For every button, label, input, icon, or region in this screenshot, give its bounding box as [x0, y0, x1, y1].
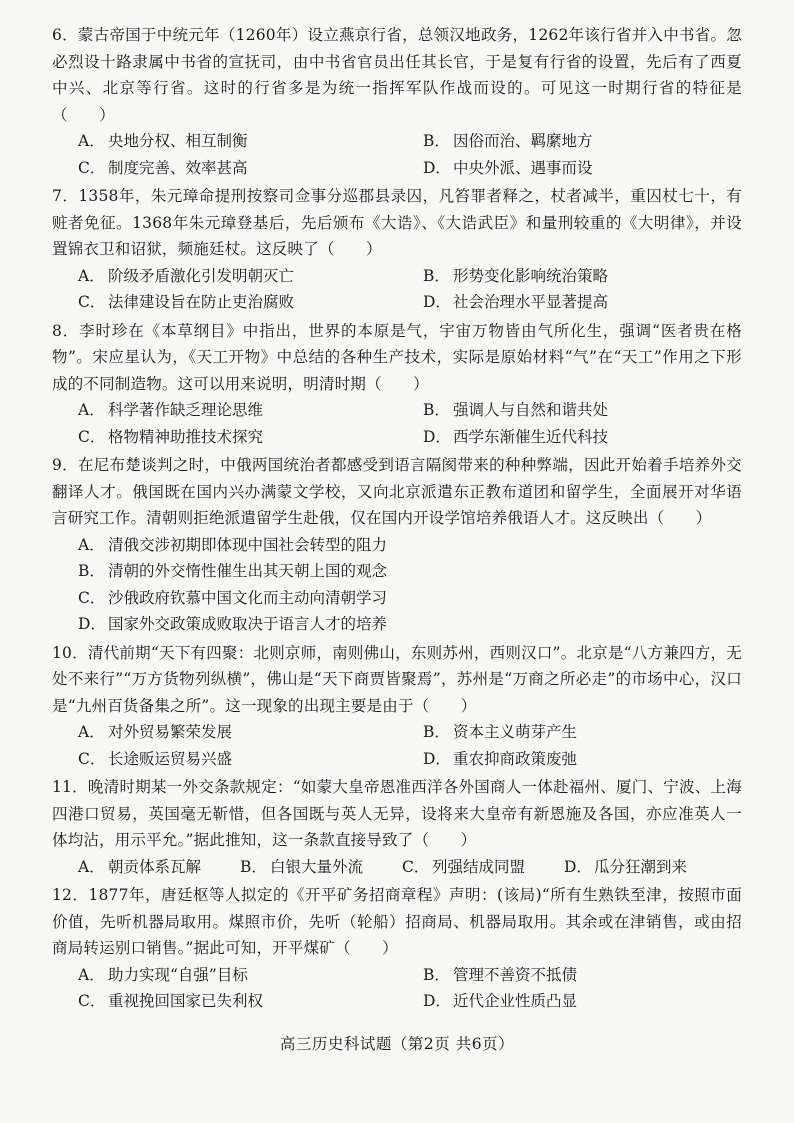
answer-option[interactable]: [52, 155, 397, 182]
option-text: 制度完善、效率甚高: [108, 158, 248, 177]
answer-option[interactable]: [78, 854, 240, 881]
option-letter: A．: [78, 535, 105, 554]
option-text: 社会治理水平显著提高: [453, 293, 609, 311]
question: [52, 183, 742, 316]
question-stem: 10．清代前期“天下有四聚：北则京师，南则佛山，东则苏州，西则汉口”。北京是“八方兼四方，无处不来行”“万方货物列纵横”，佛山是“天下商贾皆聚焉”，苏州是“万商之所必走”的市场中心，汉口是“九州百货备集之所”。这一现象的出现主要是由于（ ）: [52, 643, 742, 715]
option-letter: D．: [564, 857, 592, 876]
answer-option[interactable]: [52, 558, 742, 585]
option-letter: D．: [78, 615, 106, 633]
answer-option[interactable]: [397, 155, 742, 182]
answer-option[interactable]: [397, 746, 742, 773]
option-letter: A．: [78, 401, 105, 419]
answer-options: [52, 128, 742, 181]
option-text: 央地分权、相互制衡: [108, 132, 248, 150]
option-letter: D．: [423, 749, 451, 768]
answer-option[interactable]: [397, 263, 742, 290]
option-letter: C．: [402, 857, 430, 876]
answer-option[interactable]: [564, 854, 726, 881]
answer-option[interactable]: [52, 585, 742, 612]
option-letter: A．: [78, 266, 105, 285]
answer-option[interactable]: [397, 128, 742, 155]
option-letter: B．: [423, 401, 450, 419]
question: [52, 640, 742, 773]
answer-options: [52, 532, 742, 638]
option-text: 管理不善资不抵债: [453, 965, 578, 984]
option-text: 助力实现“自强”目标: [108, 965, 248, 984]
question-stem: 8．李时珍在《本草纲目》中指出，世界的本原是气，宇宙万物皆由气所化生，强调“医者贵在格物”。宋应星认为，《天工开物》中总结的各种生产技术，实际是原始材料“气”在“天工”作用之下形成的不同制造物。这可以用来说明，明清时期（ ）: [52, 321, 742, 393]
answer-option[interactable]: [52, 988, 397, 1015]
exam-page: [52, 22, 742, 1017]
option-letter: D．: [423, 293, 451, 311]
option-text: 科学著作缺乏理论思维: [108, 401, 264, 419]
answer-option[interactable]: [52, 263, 397, 290]
option-text: 重视挽回国家已失利权: [108, 992, 264, 1010]
answer-option[interactable]: [52, 532, 742, 559]
option-text: 国家外交政策成败取决于语言人才的培养: [108, 615, 388, 633]
answer-options: [52, 854, 742, 881]
answer-option[interactable]: [240, 854, 402, 881]
option-text: 形势变化影响统治策略: [453, 266, 609, 285]
option-text: 法律建设旨在防止吏治腐败: [108, 293, 295, 311]
answer-option[interactable]: [397, 289, 742, 316]
option-letter: B．: [423, 723, 450, 741]
option-letter: C．: [78, 992, 106, 1010]
option-text: 朝贡体系瓦解: [108, 857, 202, 876]
question: [52, 22, 742, 181]
option-text: 列强结成同盟: [432, 857, 526, 876]
answer-options: [52, 962, 742, 1015]
answer-options: [52, 397, 742, 450]
option-text: 清朝的外交惰性催生出其天朝上国的观念: [108, 562, 388, 580]
answer-option[interactable]: [52, 746, 397, 773]
question: [52, 318, 742, 451]
answer-options: [52, 263, 742, 316]
option-letter: A．: [78, 965, 105, 984]
answer-option[interactable]: [397, 719, 742, 746]
answer-option[interactable]: [397, 962, 742, 989]
option-text: 对外贸易繁荣发展: [108, 723, 233, 741]
answer-option[interactable]: [52, 289, 397, 316]
answer-option[interactable]: [52, 397, 397, 424]
question-stem: 7．1358年，朱元璋命提刑按察司佥事分巡郡县录囚，凡笞罪者释之，杖者减半，重囚杖七十，有赃者免征。1368年朱元璋登基后，先后颁布《大诰》、《大诰武臣》和量刑较重的《大明律》，并设置锦衣卫和诏狱，频施廷杖。这反映了（ ）: [52, 187, 742, 258]
option-letter: C．: [78, 427, 106, 446]
option-text: 强调人与自然和谐共处: [453, 401, 609, 419]
option-letter: D．: [423, 427, 451, 446]
question-stem: 11．晚清时期某一外交条款规定：“如蒙大皇帝恩准西洋各外国商人一体赴福州、厦门、宁波、上海四港口贸易，英国毫无靳惜，但各国既与英人无异，设将来大皇帝有新恩施及各国，亦应准英人一体均沾，用示平允。”据此推知，这一条款直接导致了（ ）: [52, 778, 742, 849]
question: [52, 452, 742, 638]
answer-option[interactable]: [52, 128, 397, 155]
option-text: 白银大量外流: [270, 857, 364, 876]
option-text: 长途贩运贸易兴盛: [108, 749, 233, 768]
option-letter: A．: [78, 132, 105, 150]
answer-option[interactable]: [402, 854, 564, 881]
question-stem: 6．蒙古帝国于中统元年（1260年）设立燕京行省，总领汉地政务，1262年该行省并入中书省。忽必烈设十路隶属中书省的宣抚司，由中书省官员出任其长官，于是复有行省的设置，先后有了西夏中兴、北京等行省。这时的行省多是为统一指挥军队作战而设的。可见这一时期行省的特征是（ ）: [52, 26, 742, 124]
option-letter: B．: [240, 857, 267, 876]
answer-option[interactable]: [397, 424, 742, 451]
page-footer: 高三历史科试题（第2页 共6页）: [279, 1035, 515, 1053]
option-letter: C．: [78, 293, 106, 311]
option-text: 阶级矛盾激化引发明朝灭亡: [108, 266, 295, 285]
answer-option[interactable]: [52, 611, 742, 638]
question: [52, 882, 742, 1015]
option-letter: D．: [423, 158, 451, 177]
option-text: 因俗而治、羁縻地方: [453, 132, 593, 150]
option-letter: A．: [78, 857, 105, 876]
option-text: 中央外派、遇事而设: [453, 158, 593, 177]
option-text: 清俄交涉初期即体现中国社会转型的阻力: [108, 535, 388, 554]
answer-option[interactable]: [397, 988, 742, 1015]
question-stem: 9．在尼布楚谈判之时，中俄两国统治者都感受到语言隔阂带来的种种弊端，因此开始着手培养外交翻译人才。俄国既在国内兴办满蒙文学校，又向北京派遣东正教布道团和留学生，全面展开对华语言研究工作。清朝则拒绝派遣留学生赴俄，仅在国内开设学馆培养俄语人才。这反映出（ ）: [52, 456, 742, 527]
option-text: 沙俄政府钦慕中国文化而主动向清朝学习: [108, 588, 388, 607]
answer-option[interactable]: [52, 424, 397, 451]
option-letter: B．: [423, 965, 450, 984]
option-text: 近代企业性质凸显: [453, 992, 578, 1010]
option-letter: A．: [78, 723, 105, 741]
option-text: 格物精神助推技术探究: [108, 427, 264, 446]
option-letter: D．: [423, 992, 451, 1010]
option-letter: B．: [423, 132, 450, 150]
option-letter: C．: [78, 158, 106, 177]
question-stem: 12．1877年，唐廷枢等人拟定的《开平矿务招商章程》声明：(该局)“所有生熟铁至津，按照市面价值，先听机器局取用。煤照市价，先听（轮船）招商局、机器局取用。其余或在津销售，或由招商局转运别口销售。”据此可知，开平煤矿（ ）: [52, 886, 742, 957]
question: [52, 774, 742, 880]
option-letter: B．: [78, 562, 105, 580]
option-text: 重农抑商政策废弛: [453, 749, 578, 768]
answer-option[interactable]: [52, 962, 397, 989]
option-text: 瓜分狂潮到来: [594, 857, 688, 876]
option-letter: C．: [78, 588, 106, 607]
answer-option[interactable]: [397, 397, 742, 424]
option-letter: B．: [423, 266, 450, 285]
answer-option[interactable]: [52, 719, 397, 746]
option-text: 西学东渐催生近代科技: [453, 427, 609, 446]
option-letter: C．: [78, 749, 106, 768]
option-text: 资本主义萌芽产生: [453, 723, 578, 741]
answer-options: [52, 719, 742, 772]
